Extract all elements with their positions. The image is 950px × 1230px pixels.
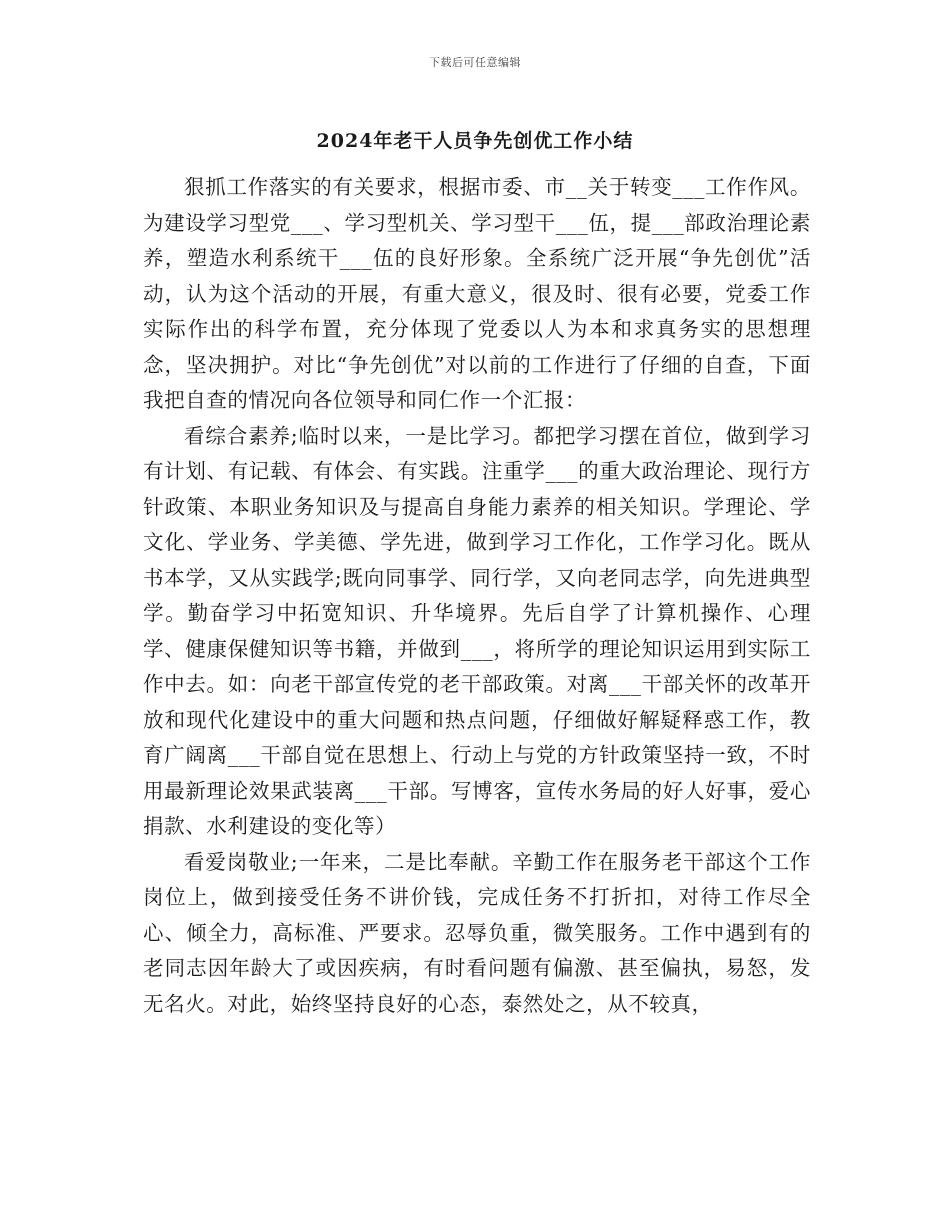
paragraph-comprehensive-quality: 看综合素养;临时以来，一是比学习。都把学习摆在首位，做到学习有计划、有记载、有体会、有实践。注重学___的重大政治理论、现行方针政策、本职业务知识及与提高自身能力素养的相关知识。学理论、学文化、学业务、学美德、学先进，做到学习工作化，工作学习化。既从书本学，又从实践学;既向同事学、同行学，又向老同志学，向先进典型学。勤奋学习中拓宽知识、升华境界。先后自学了计算机操作、心理学、健康保健知识等书籍，并做到___，将所学的理论知识运用到实际工作中去。如：向老干部宣传党的老干部政策。对离___干部关怀的改革开放和现代化建设中的重大问题和热点问题，仔细做好解疑释惑工作，教育广阔离___干部自觉在思想上、行动上与党的方针政策坚持一致，不时用最新理论效果武装离___干部。写博客，宣传水务局的好人好事，爱心捐款、水利建设的变化等） [143, 423, 811, 838]
document-title: 2024年老干人员争先创优工作小结 [316, 130, 634, 152]
paragraph-dedication: 看爱岗敬业;一年来，二是比奉献。辛勤工作在服务老干部这个工作岗位上，做到接受任务不讲价钱，完成任务不打折扣，对待工作尽全心、倾全力，高标准、严要求。忍辱负重，微笑服务。工作中遇到有的老同志因年龄大了或因疾病，有时看问题有偏激、甚至偏执，易怒，发无名火。对此，始终坚持良好的心态，泰然处之，从不较真， [143, 849, 811, 1016]
header-note: 下载后可任意编辑 [429, 56, 521, 69]
paragraph-intro: 狠抓工作落实的有关要求，根据市委、市__关于转变___工作作风。为建设学习型党___、学习型机关、学习型干___伍，提___部政治理论素养，塑造水利系统干___伍的良好形象。全系统广泛开展“争先创优”活动，认为这个活动的开展，有重大意义，很及时、很有必要，党委工作实际作出的科学布置，充分体现了党委以人为本和求真务实的思想理念，坚决拥护。对比“争先创优”对以前的工作进行了仔细的自查，下面我把自查的情况向各位领导和同仁作一个汇报： [143, 175, 811, 412]
document-body [143, 170, 811, 1022]
